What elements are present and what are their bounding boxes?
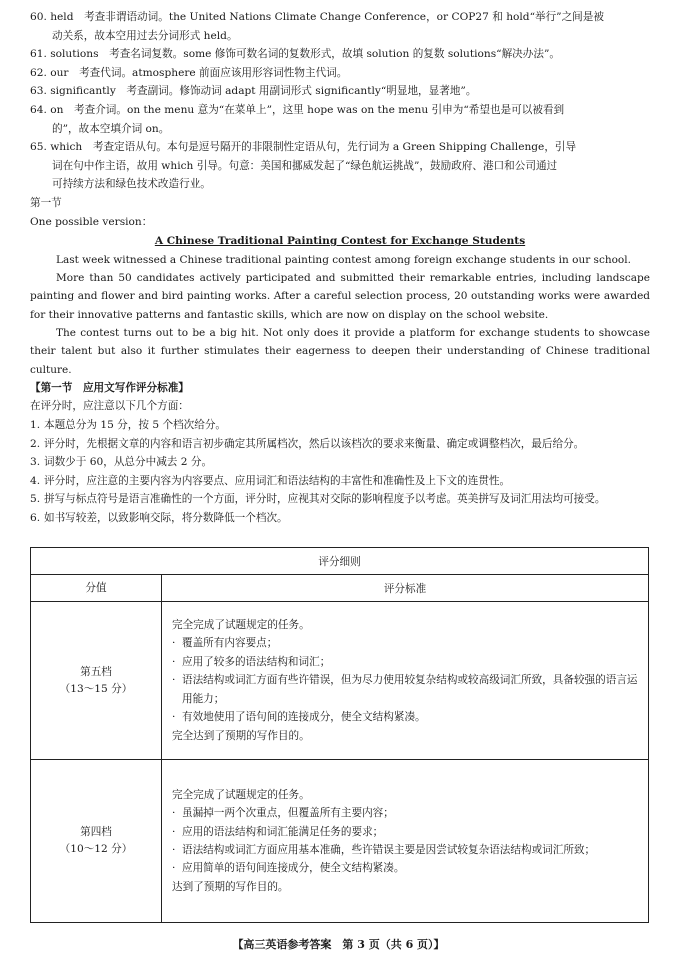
standard-bullet [172, 841, 640, 859]
standard-bullet [172, 634, 640, 652]
criteria-number: 6. [30, 511, 41, 524]
answer-number: 64. [30, 103, 51, 116]
criteria-text: 词数少于 60，从总分中减去 2 分。 [44, 456, 213, 469]
essay-paragraph: More than 50 candidates actively participated and submitted their remarkable entries, including landscape painting and flower and bird painting works. After a careful selection process, 20 outstanding works were awarded for their innovative patterns and fantastic skills, which are now on display on the school website. [30, 272, 650, 321]
level-range: （13～15 分） [59, 682, 133, 695]
level-range: （10～12 分） [59, 843, 133, 855]
bullet-icon: · [172, 807, 176, 820]
column-header-standard: 评分标准 [162, 575, 649, 602]
bullet-icon: · [172, 637, 176, 650]
criteria-number: 4. [30, 474, 41, 487]
bullet-icon: · [172, 844, 176, 856]
bullet-text: 虽漏掉一两个次重点，但覆盖所有主要内容； [182, 807, 394, 820]
criteria-number: 1. [30, 418, 41, 431]
answer-line: solutions 考查名词复数。some 修饰可数名词的复数形式，故填 solution 的复数 solutions“解决办法”。 [50, 48, 560, 61]
level-cell [31, 602, 162, 760]
criteria-intro: 在评分时，应注意以下几个方面： [30, 400, 189, 413]
bullet-text: 覆盖所有内容要点； [182, 637, 278, 650]
criteria-text: 评分时，先根据文章的内容和语言初步确定其所属档次，然后以该档次的要求来衡量、确定或调整档次，最后给分。 [44, 437, 585, 450]
criteria-item [30, 472, 650, 491]
answer-line: 可持续方法和绿色技术改造行业。 [52, 178, 211, 191]
level-name: 第五档 [80, 665, 112, 678]
criteria-heading: 【第一节 应用文写作评分标准】 [30, 381, 189, 394]
answer-line: 的”，故本空填介词 on。 [52, 122, 170, 135]
criteria-text: 评分时，应注意的主要内容为内容要点、应用词汇和语法结构的丰富性和准确性及上下文的连贯性。 [44, 474, 511, 487]
table-row [31, 760, 649, 923]
answer-number: 62. [30, 66, 51, 79]
answer-line: held 考查非谓语动词。the United Nations Climate Change Conference，or COP27 和 hold“举行”之间是被 [50, 11, 604, 23]
answer-line: 词在句中作主语，故用 which 引导。句意：美国和挪威发起了“绿色航运挑战”，鼓励政府、港口和公司通过 [52, 159, 558, 172]
possible-version-label: One possible version： [30, 215, 153, 228]
answer-line: significantly 考查副词。修饰动词 adapt 用副词形式 significantly“明显地，显著地”。 [50, 85, 477, 98]
bullet-text: 应用简单的语句间连接成分，使全文结构紧凑。 [182, 862, 405, 875]
answer-65 [30, 138, 650, 157]
level-cell [31, 760, 162, 923]
sample-essay [30, 232, 650, 379]
table-caption: 评分细则 [31, 548, 649, 575]
answer-number: 65. [30, 141, 51, 154]
answer-61 [30, 45, 650, 64]
criteria-number: 3. [30, 456, 41, 469]
answer-explanations [30, 8, 650, 194]
answer-number: 61. [30, 48, 51, 61]
criteria-item [30, 416, 650, 435]
essay-title: A Chinese Traditional Painting Contest for Exchange Students [154, 235, 526, 248]
answer-64 [30, 101, 650, 120]
bullet-text: 有效地使用了语句间的连接成分，使全文结构紧凑。 [182, 711, 426, 724]
answer-line: 动关系，故本空用过去分词形式 held。 [52, 29, 238, 42]
bullet-text: 语法结构或词汇方面有些许错误，但为尽力使用较复杂结构或较高级词汇所致，具备较强的语言运用能力； [182, 674, 638, 705]
answer-63 [30, 82, 650, 101]
bullet-icon: · [172, 711, 176, 724]
bullet-icon: · [172, 862, 176, 875]
answer-60 [30, 8, 650, 27]
criteria-item [30, 509, 650, 528]
criteria-text: 本题总分为 15 分，按 5 个档次给分。 [44, 418, 227, 431]
criteria-item [30, 435, 650, 454]
bullet-icon: · [172, 825, 176, 838]
criteria-text: 拼写与标点符号是语言准确性的一个方面，评分时，应视其对交际的影响程度予以考虑。英美拼写及词汇用法均可接受。 [44, 493, 606, 506]
standard-bullet [172, 671, 640, 708]
answer-number: 63. [30, 85, 51, 98]
standard-first: 完全完成了试题规定的任务。 [172, 619, 310, 632]
standard-bullet [172, 804, 640, 822]
answer-line: our 考查代词。atmosphere 前面应该用形容词性物主代词。 [50, 66, 348, 79]
essay-paragraph: The contest turns out to be a big hit. Not only does it provide a platform for exchange students to showcase their talent but also it further stimulates their eagerness to deepen their understanding of Chinese traditional culture. [30, 326, 650, 376]
standard-bullet [172, 859, 640, 877]
bullet-text: 应用的语法结构和词汇能满足任务的要求； [182, 825, 384, 838]
bullet-icon: · [172, 674, 176, 687]
standard-last: 达到了预期的写作目的。 [172, 880, 289, 893]
criteria-item [30, 453, 650, 472]
answer-page [30, 8, 650, 893]
standard-bullet [172, 708, 640, 726]
criteria-text: 如书写较差，以致影响交际，将分数降低一个档次。 [44, 511, 288, 524]
standard-cell [162, 602, 649, 760]
scoring-criteria [30, 379, 650, 528]
answer-number: 60. [30, 11, 51, 23]
standard-bullet [172, 823, 640, 841]
table-row [31, 602, 649, 760]
essay-paragraph: Last week witnessed a Chinese traditional painting contest among foreign exchange students in our school. [56, 253, 631, 266]
page-footer: 【高三英语参考答案 第 3 页（共 6 页）】 [232, 938, 445, 951]
grading-table [30, 547, 649, 923]
answer-line: on 考查介词。on the menu 意为“在菜单上”，这里 hope was on the menu 引申为“希望也是可以被看到 [50, 103, 565, 116]
answer-line: which 考查定语从句。本句是逗号隔开的非限制性定语从句，先行词为 a Green Shipping Challenge，引导 [50, 141, 577, 154]
criteria-number: 2. [30, 437, 41, 450]
standard-last: 完全达到了预期的写作目的。 [172, 729, 310, 742]
column-header-score: 分值 [31, 575, 162, 602]
section-label: 第一节 [30, 196, 62, 209]
standard-bullet [172, 653, 640, 671]
answer-62 [30, 64, 650, 83]
bullet-text: 应用了较多的语法结构和词汇； [182, 655, 331, 668]
level-name: 第四档 [80, 826, 112, 838]
criteria-number: 5. [30, 493, 41, 506]
standard-first: 完全完成了试题规定的任务。 [172, 788, 310, 801]
bullet-text: 语法结构或词汇方面应用基本准确，些许错误主要是因尝试较复杂语法结构或词汇所致； [182, 844, 596, 856]
criteria-item [30, 490, 650, 509]
standard-cell [162, 760, 649, 923]
bullet-icon: · [172, 655, 176, 668]
